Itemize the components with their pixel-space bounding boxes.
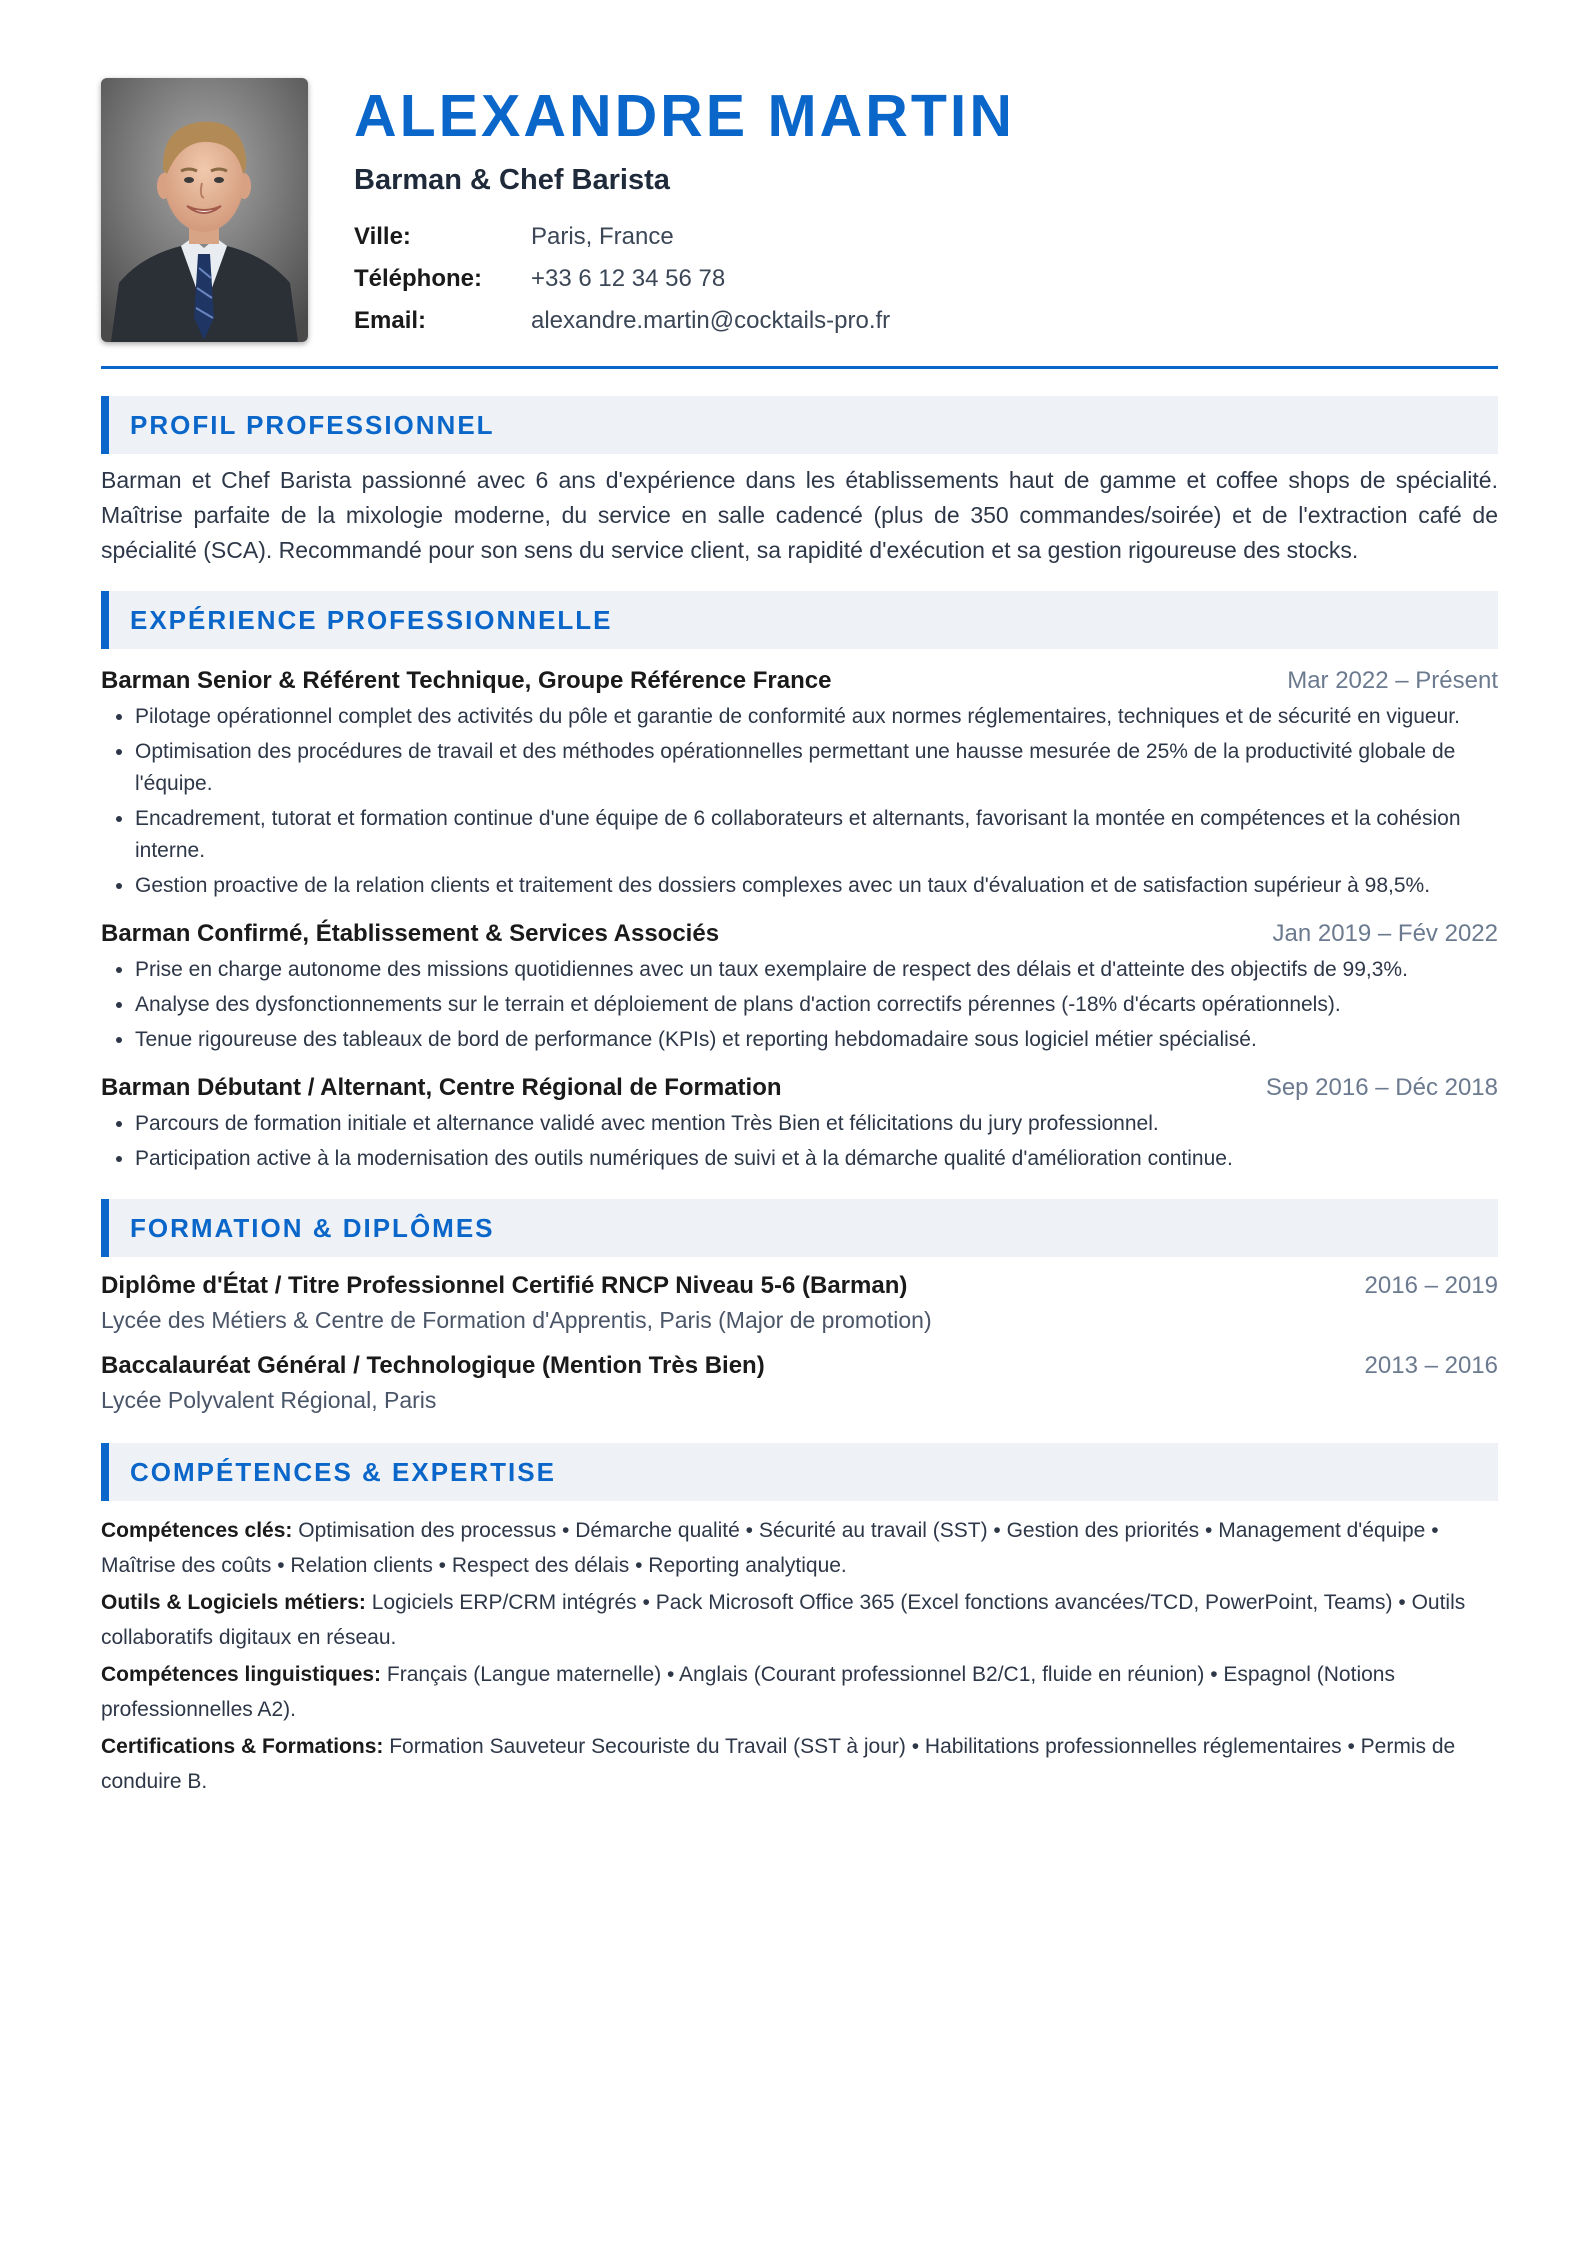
contact-label: Email: bbox=[354, 307, 427, 334]
skills-list bbox=[101, 1513, 1498, 1799]
job-date: Jan 2019 – Fév 2022 bbox=[1272, 920, 1498, 947]
profile-photo bbox=[101, 78, 308, 342]
job-bullet: • Pilotage opérationnel complet des activités du pôle et garantie de conformité aux normes réglementaires, techniques et de sécurité en vigueur. bbox=[135, 701, 1498, 733]
contact-label: Téléphone: bbox=[354, 265, 483, 292]
job-bullets bbox=[101, 1108, 1498, 1175]
skill-group bbox=[101, 1585, 1498, 1655]
header-divider bbox=[101, 366, 1498, 369]
contact-value: +33 6 12 34 56 78 bbox=[531, 265, 726, 292]
section-header bbox=[101, 1443, 1498, 1501]
education-entry bbox=[101, 1349, 1498, 1417]
skill-label: Compétences linguistiques: bbox=[101, 1663, 382, 1686]
education-entry bbox=[101, 1269, 1498, 1337]
job-bullet: • Gestion proactive de la relation clients et traitement des dossiers complexes avec un taux d'évaluation et de satisfaction supérieur à 98,5%. bbox=[135, 870, 1498, 902]
skills-section bbox=[101, 1443, 1498, 1799]
job-date: Sep 2016 – Déc 2018 bbox=[1265, 1074, 1498, 1101]
job-bullets bbox=[101, 701, 1498, 902]
resume-content bbox=[101, 78, 1498, 1799]
job-role: Barman Débutant / Alternant, Centre Régional de Formation bbox=[101, 1074, 782, 1101]
job-role: Barman Confirmé, Établissement & Services Associés bbox=[101, 920, 720, 947]
school-name: Lycée des Métiers & Centre de Formation d'Apprentis, Paris (Major de promotion) bbox=[101, 1307, 932, 1333]
degree-date: 2013 – 2016 bbox=[1364, 1352, 1498, 1379]
degree-title: Diplôme d'État / Titre Professionnel Certifié RNCP Niveau 5-6 (Barman) bbox=[101, 1272, 908, 1299]
section-title: PROFIL PROFESSIONNEL bbox=[130, 410, 495, 440]
contact-email bbox=[354, 300, 1498, 342]
school-name: Lycée Polyvalent Régional, Paris bbox=[101, 1387, 437, 1413]
contact-label: Ville: bbox=[354, 223, 411, 250]
section-header bbox=[101, 396, 1498, 454]
section-title: EXPÉRIENCE PROFESSIONNELLE bbox=[130, 605, 613, 635]
resume-header bbox=[101, 78, 1498, 370]
job-bullets bbox=[101, 954, 1498, 1056]
job-bullet: • Tenue rigoureuse des tableaux de bord de performance (KPIs) et reporting hebdomadaire sous logiciel métier spécialisé. bbox=[135, 1024, 1498, 1056]
candidate-name: ALEXANDRE MARTIN bbox=[354, 83, 1015, 149]
skill-group bbox=[101, 1513, 1498, 1583]
education-section bbox=[101, 1199, 1498, 1417]
skill-text: Logiciels ERP/CRM intégrés • Pack Microsoft Office 365 (Excel fonctions avancées/TCD, PowerPoint, Teams) • Outils collaboratifs digitaux en réseau. bbox=[101, 1591, 1466, 1649]
job-entry bbox=[101, 1070, 1498, 1175]
contact-list bbox=[354, 216, 1498, 342]
job-entry bbox=[101, 663, 1498, 902]
section-title: COMPÉTENCES & EXPERTISE bbox=[130, 1457, 556, 1487]
skill-group bbox=[101, 1657, 1498, 1727]
skill-label: Compétences clés: bbox=[101, 1519, 293, 1542]
contact-value: alexandre.martin@cocktails-pro.fr bbox=[531, 307, 891, 334]
contact-value: Paris, France bbox=[531, 223, 674, 250]
job-header bbox=[101, 663, 1498, 699]
skill-label: Certifications & Formations: bbox=[101, 1735, 384, 1758]
degree-title: Baccalauréat Général / Technologique (Mention Très Bien) bbox=[101, 1352, 765, 1379]
profile-text: Barman et Chef Barista passionné avec 6 ans d'expérience dans les établissements haut de gamme et coffee shops de spécialité. Maîtrise parfaite de la mixologie moderne, du service en salle cadencé (plus de 350 commandes/soirée) et de l'extraction café de spécialité (SCA). Recommandé pour son sens du service client, sa rapidité d'exécution et sa gestion rigoureuse des stocks. bbox=[101, 467, 1498, 563]
job-bullet: • Prise en charge autonome des missions quotidiennes avec un taux exemplaire de respect des délais et d'atteinte des objectifs de 99,3%. bbox=[135, 954, 1498, 986]
skill-text: Formation Sauveteur Secouriste du Travail (SST à jour) • Habilitations professionnelles réglementaires • Permis de conduire B. bbox=[101, 1735, 1456, 1793]
experience-section bbox=[101, 591, 1498, 1175]
skill-label: Outils & Logiciels métiers: bbox=[101, 1591, 366, 1614]
header-text bbox=[354, 78, 1498, 342]
job-role: Barman Senior & Référent Technique, Groupe Référence France bbox=[101, 667, 832, 694]
degree-date: 2016 – 2019 bbox=[1364, 1272, 1498, 1299]
section-header bbox=[101, 591, 1498, 649]
job-date: Mar 2022 – Présent bbox=[1287, 667, 1498, 694]
contact-phone bbox=[354, 258, 1498, 300]
education-header bbox=[101, 1269, 1498, 1303]
job-entry bbox=[101, 916, 1498, 1056]
job-header bbox=[101, 916, 1498, 952]
section-title: FORMATION & DIPLÔMES bbox=[130, 1213, 495, 1243]
job-bullet: • Encadrement, tutorat et formation continue d'une équipe de 6 collaborateurs et alternants, favorisant la montée en compétences et la cohésion interne. bbox=[135, 803, 1498, 867]
contact-city bbox=[354, 216, 1498, 258]
skill-text: Français (Langue maternelle) • Anglais (Courant professionnel B2/C1, fluide en réunion) • Espagnol (Notions professionnelles A2). bbox=[101, 1663, 1395, 1721]
job-bullet: • Optimisation des procédures de travail et des méthodes opérationnelles permettant une hausse mesurée de 25% de la productivité globale de l'équipe. bbox=[135, 736, 1498, 800]
job-bullet: • Analyse des dysfonctionnements sur le terrain et déploiement de plans d'action correctifs pérennes (-18% d'écarts opérationnels). bbox=[135, 989, 1498, 1021]
education-header bbox=[101, 1349, 1498, 1383]
candidate-title: Barman & Chef Barista bbox=[354, 164, 670, 196]
profile-section bbox=[101, 396, 1498, 568]
job-bullet: • Parcours de formation initiale et alternance validé avec mention Très Bien et félicitations du jury professionnel. bbox=[135, 1108, 1498, 1140]
skill-text: Optimisation des processus • Démarche qualité • Sécurité au travail (SST) • Gestion des priorités • Management d'équipe • Maîtrise des coûts • Relation clients • Respect des délais • Reporting analytique. bbox=[101, 1519, 1439, 1577]
job-bullet: • Participation active à la modernisation des outils numériques de suivi et à la démarche qualité d'amélioration continue. bbox=[135, 1143, 1498, 1175]
skill-group bbox=[101, 1729, 1498, 1799]
job-header bbox=[101, 1070, 1498, 1106]
section-header bbox=[101, 1199, 1498, 1257]
